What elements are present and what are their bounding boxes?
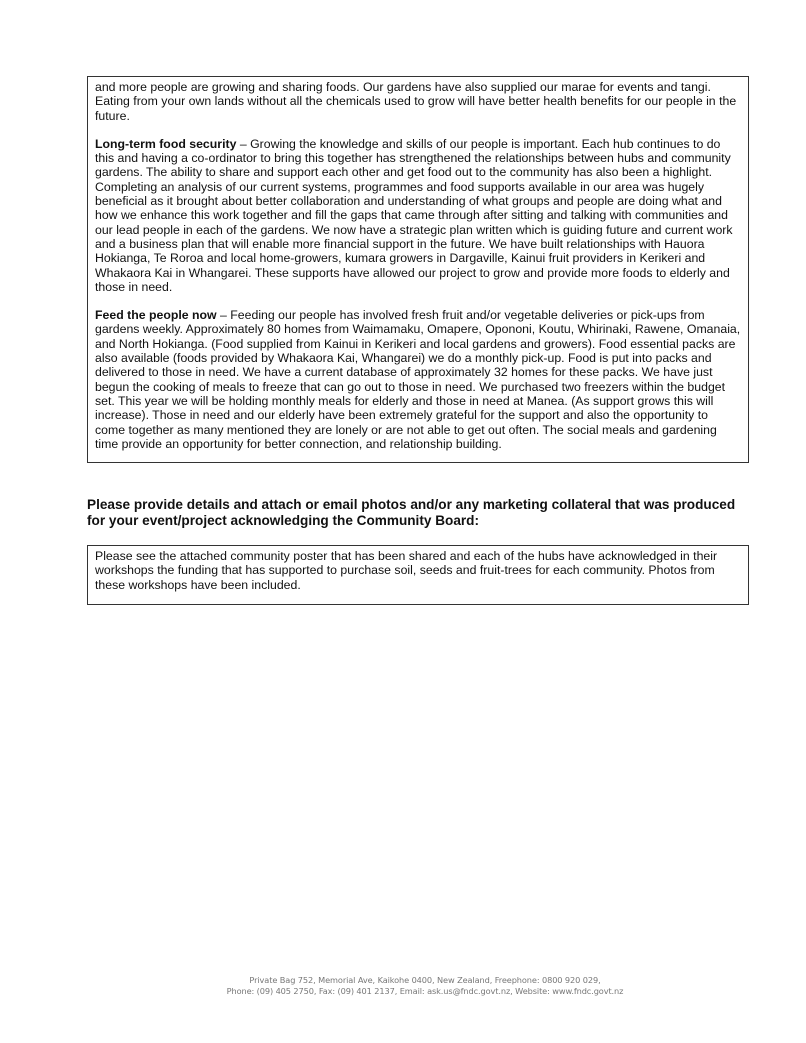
report-text-box: [87, 76, 749, 463]
intro-paragraph: and more people are growing and sharing foods. Our gardens have also supplied our marae for events and tangi. Eating from your own lands without all the chemicals used to grow will have better health benefits for our people in the future.: [95, 80, 737, 123]
footer-contact-line: Phone: (09) 405 2750, Fax: (09) 401 2137, Email: ask.us@fndc.govt.nz, Website: www.fndc.govt.nz: [226, 986, 624, 996]
long-term-food-security-heading: Long-term food security: [95, 136, 237, 151]
acknowledgement-answer-text: Please see the attached community poster that has been shared and each of the hubs have acknowledged in their workshops the funding that has supported to purchase soil, seeds and fruit-trees for each community. Photos from these workshops have been included.: [95, 549, 718, 592]
long-term-food-security-text: – Growing the knowledge and skills of our people is important. Each hub continues to do this and having a co-ordinator to bring this together has strengthened the relationships between hubs and community gardens. The ability to share and support each other and get food out to the community has also been a highlight. Completing an analysis of our current systems, programmes and food supports available in our area was hugely beneficial as it brought about better collaboration and understanding of what groups and people are doing what and how we enhance this work together and fill the gaps that came through after sitting and talking with communities and our lead people in each of the gardens. We now have a strategic plan written which is guiding future and current work and a business plan that will enable more financial support in the future. We have built relationships with Hauora Hokianga, Te Roroa and local home-growers, kumara growers in Dargaville, Kainui fruit providers in Kerikeri and Whakaora Kai in Whangarei. These supports have allowed our project to grow and provide more foods to elderly and those in need.: [95, 136, 733, 294]
feed-the-people-heading: Feed the people now: [95, 308, 217, 323]
feed-the-people-paragraph: [95, 308, 741, 451]
footer-address-line: Private Bag 752, Memorial Ave, Kaikohe 0400, New Zealand, Freephone: 0800 920 029,: [249, 975, 601, 985]
acknowledgement-question-heading: Please provide details and attach or email photos and/or any marketing collateral that was produced for your event/project acknowledging the Community Board:: [87, 497, 736, 528]
long-term-food-security-paragraph: [95, 137, 741, 294]
feed-the-people-text: – Feeding our people has involved fresh fruit and/or vegetable deliveries or pick-ups from gardens weekly. Approximately 80 homes from Waimamaku, Omapere, Opononi, Koutu, Whirinaki, Rawene, Omanaia, and North Hokianga. (Food supplied from Kainui in Kerikeri and local gardens and growers). Food essential packs are also available (foods provided by Whakaora Kai, Whangarei) we do a monthly pick-up. Food is put into packs and delivered to those in need. We have a current database of approximately 32 homes for these packs. We have just begun the cooking of meals to freeze that can go out to those in need. We purchased two freezers within the budget set. This year we will be holding monthly meals for elderly and those in need at Manea. (As support grows this will increase). Those in need and our elderly have been extremely grateful for the support and also the opportunity to come together as many mentioned they are lonely or are not able to get out often. The social meals and gardening time provide an opportunity for better connection, and relationship building.: [95, 308, 741, 451]
acknowledgement-answer-box: [87, 545, 749, 605]
page-footer: [200, 975, 650, 997]
